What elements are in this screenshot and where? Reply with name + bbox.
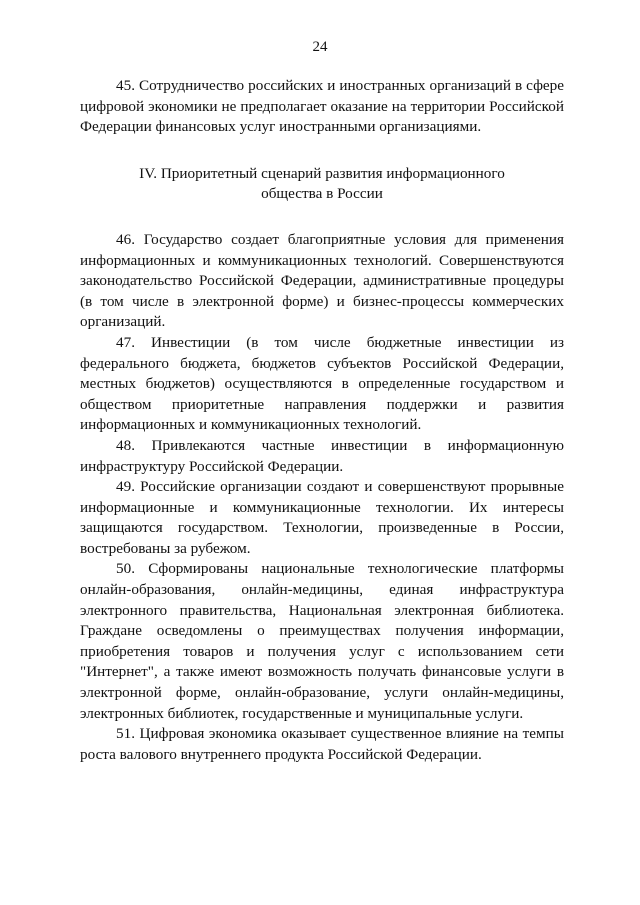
paragraph-49: 49. Российские организации создают и совершенствуют прорывные информационные и коммуникационные технологии. Их интересы защищаются государством. Технологии, произведенные в России, востребованы за рубежом. — [80, 478, 564, 557]
paragraph-51: 51. Цифровая экономика оказывает существенное влияние на темпы роста валового внутреннего продукта Российской Федерации. — [80, 725, 564, 763]
paragraph-50: 50. Сформированы национальные технологические платформы онлайн-образования, онлайн-медицины, единая инфраструктура электронного правительства, Национальная электронная библиотека. Граждане осведомлены о преимуществах получения информации, приобретения товаров и получения услуг с использованием сети "Интернет", а также имеют возможность получать финансовые услуги в электронной форме, онлайн-образование, услуги онлайн-медицины, электронных библиотек, государственные и муниципальные услуги. — [80, 560, 564, 722]
paragraph-45: 45. Сотрудничество российских и иностранных организаций в сфере цифровой экономики не предполагает оказание на территории Российской Федерации финансовых услуг иностранными организациями. — [80, 77, 564, 136]
section-heading: IV. Приоритетный сценарий развития информационного общества в России — [139, 164, 505, 203]
paragraph-47: 47. Инвестиции (в том числе бюджетные инвестиции из федерального бюджета, бюджетов субъектов Российской Федерации, местных бюджетов) осуществляются в определенные государством и обществом приоритетные направления поддержки и развития информационных и коммуникационных технологий. — [80, 333, 564, 434]
paragraph-48: 48. Привлекаются частные инвестиции в информационную инфраструктуру Российской Федерации. — [80, 436, 564, 475]
page-number: 24 — [312, 39, 328, 55]
paragraph-46: 46. Государство создает благоприятные условия для применения информационных и коммуникационных технологий. Совершенствуются законодательство Российской Федерации, административные процедуры (в том числе в электронной форме) и бизнес-процессы коммерческих организаций. — [80, 230, 564, 331]
document-body — [80, 76, 564, 765]
